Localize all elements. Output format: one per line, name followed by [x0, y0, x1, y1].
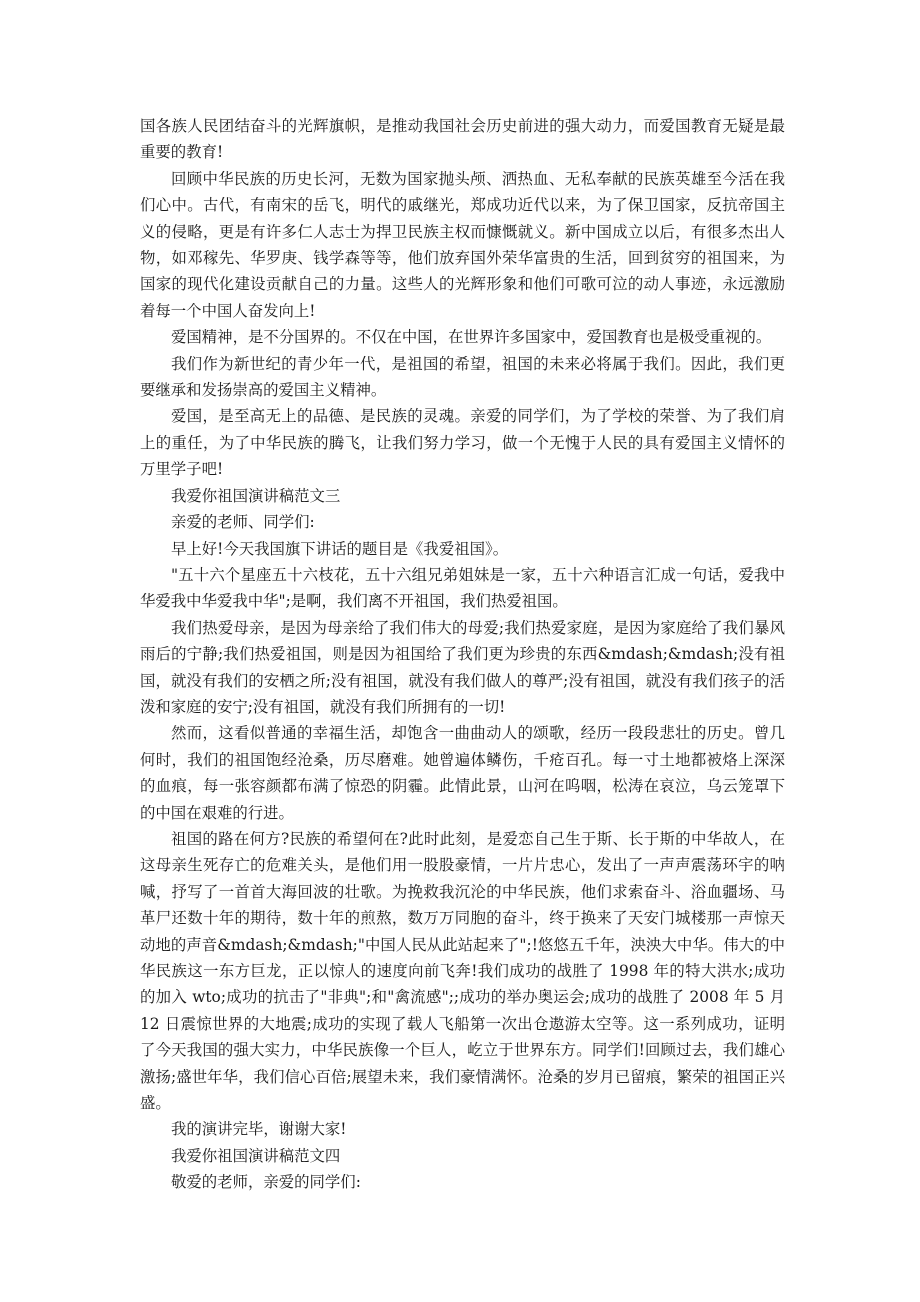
paragraph: 我们作为新世纪的青少年一代，是祖国的希望，祖国的未来必将属于我们。因此，我们更要继承和发扬崇高的爱国主义精神。 — [140, 354, 785, 400]
paragraph: 爱国精神，是不分国界的。不仅在中国，在世界许多国家中，爱国教育也是极受重视的。 — [171, 328, 772, 347]
paragraph: 爱国，是至高无上的品德、是民族的灵魂。亲爱的同学们，为了学校的荣誉、为了我们肩上的重任，为了中华民族的腾飞，让我们努力学习，做一个无愧于人民的具有爱国主义情怀的万里学子吧! — [140, 407, 785, 479]
paragraph: "五十六个星座五十六枝花，五十六组兄弟姐妹是一家，五十六种语言汇成一句话，爱我中华爱我中华爱我中华";是啊，我们离不开祖国，我们热爱祖国。 — [140, 565, 785, 611]
paragraph: 回顾中华民族的历史长河，无数为国家抛头颅、洒热血、无私奉献的民族英雄至今活在我们心中。古代，有南宋的岳飞，明代的戚继光，郑成功近代以来，为了保卫国家，反抗帝国主义的侵略，更是有许多仁人志士为捍卫民族主权而慷慨就义。新中国成立以后，有很多杰出人物，如邓稼先、华罗庚、钱学森等等，他们放弃国外荣华富贵的生活，回到贫穷的祖国来，为国家的现代化建设贡献自己的力量。这些人的光辉形象和他们可歌可泣的动人事迹，永远激励着每一个中国人奋发向上! — [140, 169, 785, 320]
paragraph: 我们热爱母亲，是因为母亲给了我们伟大的母爱;我们热爱家庭，是因为家庭给了我们暴风雨后的宁静;我们热爱祖国，则是因为祖国给了我们更为珍贵的东西&mdash;&mdash;没有祖国，就没有我们的安栖之所;没有祖国，就没有我们做人的尊严;没有祖国，就没有我们孩子的活泼和家庭的安宁;没有祖国，就没有我们所拥有的一切! — [140, 618, 785, 716]
salutation: 亲爱的老师、同学们: — [171, 513, 315, 532]
paragraph: 早上好!今天我国旗下讲话的题目是《我爱祖国》。 — [171, 539, 509, 558]
paragraph: 国各族人民团结奋斗的光辉旗帜，是推动我国社会历史前进的强大动力，而爱国教育无疑是最重要的教育! — [140, 117, 785, 162]
paragraph: 然而，这看似普通的幸福生活，却饱含一曲曲动人的颂歌，经历一段段悲壮的历史。曾几何时，我们的祖国饱经沧桑，历尽磨难。她曾遍体鳞伤，千疮百孔。每一寸土地都被烙上深深的血痕，每一张容颜都布满了惊恐的阴霾。此情此景，山河在呜咽，松涛在哀泣，乌云笼罩下的中国在艰难的行进。 — [140, 724, 785, 822]
document-body — [140, 113, 785, 1196]
salutation: 敬爱的老师，亲爱的同学们: — [171, 1173, 361, 1192]
paragraph: 祖国的路在何方?民族的希望何在?此时此刻，是爱恋自己生于斯、长于斯的中华故人，在这母亲生死存亡的危难关头，是他们用一股股豪情，一片片忠心，发出了一声声震荡环宇的呐喊，抒写了一首首大海回波的壮歌。为挽救我沉沦的中华民族，他们求索奋斗、浴血疆场、马革尸还数十年的期待，数十年的煎熬，数万万同胞的奋斗，终于换来了天安门城楼那一声惊天动地的声音&mdash;&mdash;"中国人民从此站起来了";!悠悠五千年，泱泱大中华。伟大的中华民族这一东方巨龙，正以惊人的速度向前飞奔!我们成功的战胜了 1998 年的特大洪水;成功的加入 wto;成功的抗击了"非典";和"禽流感";;成功的举办奥运会;成功的战胜了 2008 年 5 月 12 日震惊世界的大地震;成功的实现了载人飞船第一次出仓遨游太空等。这一系列成功，证明了今天我国的强大实力，中华民族像一个巨人，屹立于世界东方。同学们!回顾过去，我们雄心激扬;盛世年华，我们信心百倍;展望未来，我们豪情满怀。沧桑的岁月已留痕，繁荣的祖国正兴盛。 — [140, 829, 785, 1113]
section-heading: 我爱你祖国演讲稿范文三 — [171, 486, 341, 505]
closing-line: 我的演讲完毕，谢谢大家! — [171, 1120, 347, 1139]
section-heading: 我爱你祖国演讲稿范文四 — [171, 1146, 341, 1165]
